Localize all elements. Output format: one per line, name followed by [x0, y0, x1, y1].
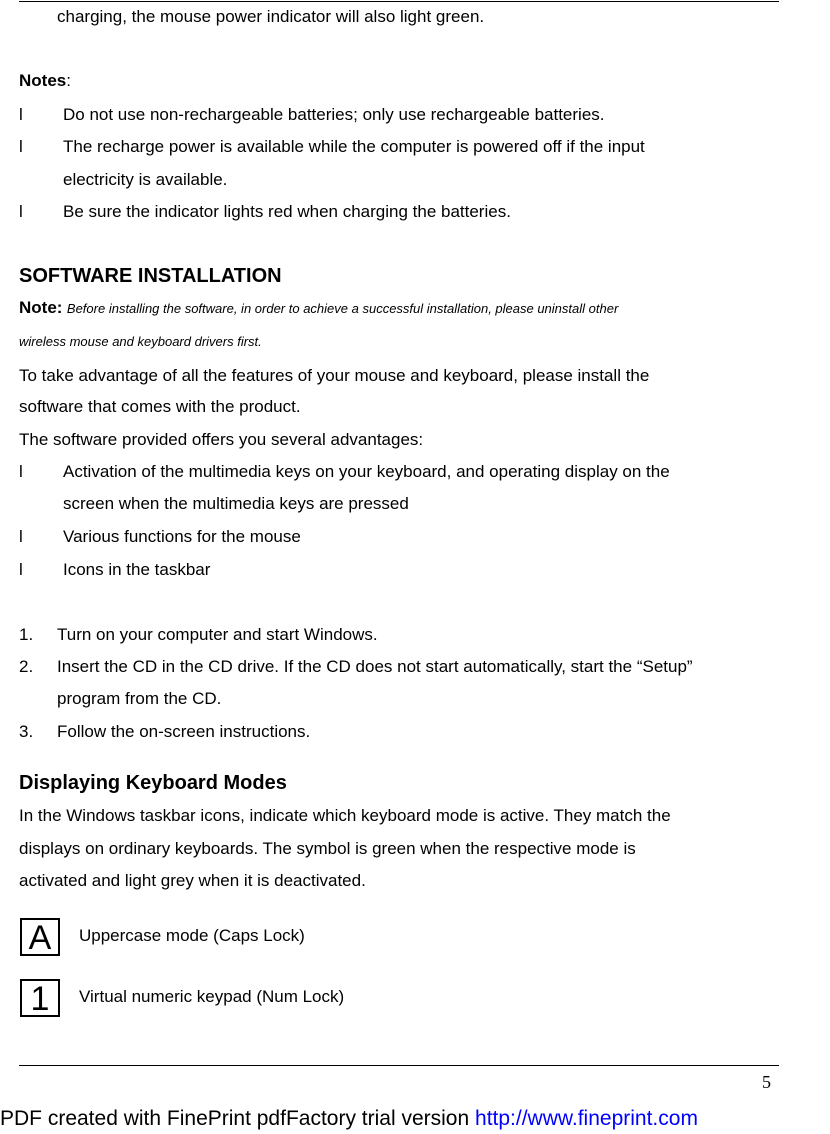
- notes-item-continuation: electricity is available.: [63, 170, 228, 189]
- notes-heading: Notes:: [19, 71, 71, 90]
- advantage-item-continuation: screen when the multimedia keys are pressed: [63, 494, 409, 513]
- num-lock-icon: 1: [20, 979, 60, 1017]
- keyboard-modes-paragraph: displays on ordinary keyboards. The symbol is green when the respective mode is: [19, 839, 636, 858]
- step-number: 3.: [19, 722, 34, 741]
- software-heading: SOFTWARE INSTALLATION: [19, 265, 282, 287]
- caps-lock-icon: A: [20, 918, 60, 956]
- fineprint-link[interactable]: http://www.fineprint.com: [475, 1107, 698, 1130]
- step-text-continuation: program from the CD.: [57, 689, 222, 708]
- top-rule: [19, 1, 779, 2]
- page-number: 5: [762, 1072, 771, 1092]
- num-lock-label: Virtual numeric keypad (Num Lock): [79, 987, 345, 1006]
- step-number: 1.: [19, 625, 34, 644]
- keyboard-modes-heading: Displaying Keyboard Modes: [19, 772, 287, 794]
- intro-text: charging, the mouse power indicator will also light green.: [57, 7, 485, 26]
- software-paragraph: software that comes with the product.: [19, 397, 301, 416]
- advantage-bullet: l: [19, 560, 23, 579]
- notes-item: Do not use non-rechargeable batteries; only use rechargeable batteries.: [63, 105, 605, 124]
- step-text: Insert the CD in the CD drive. If the CD does not start automatically, start the “Setup”: [57, 657, 693, 676]
- step-text: Follow the on-screen instructions.: [57, 722, 311, 741]
- keyboard-modes-paragraph: activated and light grey when it is deactivated.: [19, 871, 366, 890]
- notes-bullet: l: [19, 137, 23, 156]
- advantage-item: Icons in the taskbar: [63, 560, 211, 579]
- notes-item: The recharge power is available while the computer is powered off if the input: [63, 137, 645, 156]
- step-number: 2.: [19, 657, 34, 676]
- software-note-continuation: wireless mouse and keyboard drivers first.: [19, 334, 262, 349]
- software-paragraph: The software provided offers you several advantages:: [19, 430, 424, 449]
- notes-bullet: l: [19, 202, 23, 221]
- caps-lock-label: Uppercase mode (Caps Lock): [79, 926, 305, 945]
- step-text: Turn on your computer and start Windows.: [57, 625, 378, 644]
- advantage-item: Various functions for the mouse: [63, 527, 301, 546]
- software-note: Note: Before installing the software, in order to achieve a successful installation, please uninstall other: [19, 298, 619, 317]
- software-paragraph: To take advantage of all the features of your mouse and keyboard, please install the: [19, 366, 650, 385]
- bottom-rule: [19, 1065, 779, 1066]
- pdf-footer: PDF created with FinePrint pdfFactory trial version http://www.fineprint.com: [0, 1107, 698, 1130]
- advantage-bullet: l: [19, 462, 23, 481]
- notes-item: Be sure the indicator lights red when charging the batteries.: [63, 202, 511, 221]
- advantage-item: Activation of the multimedia keys on your keyboard, and operating display on the: [63, 462, 670, 481]
- keyboard-modes-paragraph: In the Windows taskbar icons, indicate which keyboard mode is active. They match the: [19, 806, 671, 825]
- advantage-bullet: l: [19, 527, 23, 546]
- notes-bullet: l: [19, 105, 23, 124]
